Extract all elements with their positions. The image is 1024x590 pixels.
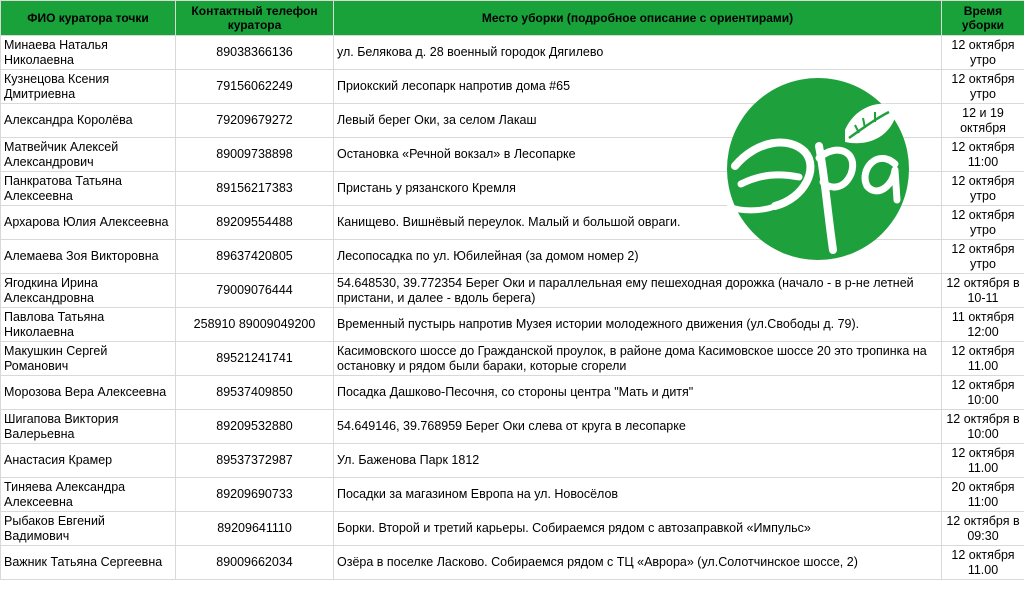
cell-name: Панкратова Татьяна Алексеевна xyxy=(1,172,176,206)
cell-phone: 89209690733 xyxy=(176,478,334,512)
cell-place: Канищево. Вишнёвый переулок. Малый и большой овраги. xyxy=(334,206,942,240)
table-row xyxy=(1,444,1024,478)
cell-place: 54.649146, 39.768959 Берег Оки слева от круга в лесопарке xyxy=(334,410,942,444)
table-row xyxy=(1,478,1024,512)
cell-time: 12 и 19 октября xyxy=(942,104,1024,138)
cell-name: Важник Татьяна Сергеевна xyxy=(1,546,176,580)
cell-place: Борки. Второй и третий карьеры. Собираемся рядом с автозаправкой «Импульс» xyxy=(334,512,942,546)
cell-time: 12 октября в 10-11 xyxy=(942,274,1024,308)
cell-phone: 89038366136 xyxy=(176,36,334,70)
header-time: Время уборки xyxy=(942,1,1024,36)
cell-phone: 79156062249 xyxy=(176,70,334,104)
table-row xyxy=(1,342,1024,376)
header-phone: Контактный телефон куратора xyxy=(176,1,334,36)
cell-place: Остановка «Речной вокзал» в Лесопарке xyxy=(334,138,942,172)
cell-time: 12 октября в 10:00 xyxy=(942,410,1024,444)
table-row xyxy=(1,36,1024,70)
cell-name: Алемаева Зоя Викторовна xyxy=(1,240,176,274)
cell-phone: 89537409850 xyxy=(176,376,334,410)
cell-name: Ягодкина Ирина Александровна xyxy=(1,274,176,308)
cell-time: 12 октября утро xyxy=(942,70,1024,104)
cell-place: 54.648530, 39.772354 Берег Оки и параллельная ему пешеходная дорожка (начало - в р-не летней пристани, и далее - вдоль берега) xyxy=(334,274,942,308)
cell-name: Матвейчик Алексей Александрович xyxy=(1,138,176,172)
cell-time: 12 октября утро xyxy=(942,240,1024,274)
cell-time: 12 октября утро xyxy=(942,206,1024,240)
cell-time: 12 октября 11.00 xyxy=(942,546,1024,580)
cell-time: 12 октября 10:00 xyxy=(942,376,1024,410)
cell-phone: 89209532880 xyxy=(176,410,334,444)
cell-time: 12 октября 11.00 xyxy=(942,342,1024,376)
cell-phone: 79009076444 xyxy=(176,274,334,308)
header-row xyxy=(1,1,1024,36)
table-row xyxy=(1,410,1024,444)
cell-name: Шигапова Виктория Валерьевна xyxy=(1,410,176,444)
cell-name: Макушкин Сергей Романович xyxy=(1,342,176,376)
cell-name: Минаева Наталья Николаевна xyxy=(1,36,176,70)
cell-phone: 258910 89009049200 xyxy=(176,308,334,342)
cell-place: Левый берег Оки, за селом Лакаш xyxy=(334,104,942,138)
cell-place: Лесопосадка по ул. Юбилейная (за домом номер 2) xyxy=(334,240,942,274)
header-name: ФИО куратора точки xyxy=(1,1,176,36)
cell-phone: 89537372987 xyxy=(176,444,334,478)
table-row xyxy=(1,376,1024,410)
cell-place: Ул. Баженова Парк 1812 xyxy=(334,444,942,478)
cell-name: Павлова Татьяна Николаевна xyxy=(1,308,176,342)
cell-place: ул. Белякова д. 28 военный городок Дягилево xyxy=(334,36,942,70)
cell-name: Анастасия Крамер xyxy=(1,444,176,478)
cell-phone: 89521241741 xyxy=(176,342,334,376)
cell-phone: 89637420805 xyxy=(176,240,334,274)
cell-phone: 89009738898 xyxy=(176,138,334,172)
cell-name: Архарова Юлия Алексеевна xyxy=(1,206,176,240)
cell-time: 12 октября в 09:30 xyxy=(942,512,1024,546)
table-row xyxy=(1,512,1024,546)
cell-place: Посадки за магазином Европа на ул. Новосёлов xyxy=(334,478,942,512)
cell-phone: 89209641110 xyxy=(176,512,334,546)
cell-phone: 89009662034 xyxy=(176,546,334,580)
cell-name: Тиняева Александра Алексеевна xyxy=(1,478,176,512)
table-row xyxy=(1,546,1024,580)
table-row xyxy=(1,274,1024,308)
cell-time: 11 октября 12:00 xyxy=(942,308,1024,342)
cell-name: Морозова Вера Алексеевна xyxy=(1,376,176,410)
cell-phone: 89209554488 xyxy=(176,206,334,240)
cell-time: 20 октября 11:00 xyxy=(942,478,1024,512)
cell-time: 12 октября 11:00 xyxy=(942,138,1024,172)
cell-time: 12 октября 11.00 xyxy=(942,444,1024,478)
cell-place: Приокский лесопарк напротив дома #65 xyxy=(334,70,942,104)
cell-name: Рыбаков Евгений Вадимович xyxy=(1,512,176,546)
cell-time: 12 октября утро xyxy=(942,36,1024,70)
cell-place: Посадка Дашково-Песочня, со стороны центра "Мать и дитя" xyxy=(334,376,942,410)
cell-place: Озёра в поселке Ласково. Собираемся рядом с ТЦ «Аврора» (ул.Солотчинское шоссе, 2) xyxy=(334,546,942,580)
cell-time: 12 октября утро xyxy=(942,172,1024,206)
cell-place: Касимовского шоссе до Гражданской проулок, в районе дома Касимовское шоссе 20 это тропинка на остановку и рядом были бараки, которые сгорели xyxy=(334,342,942,376)
table-row xyxy=(1,308,1024,342)
cell-name: Александра Королёва xyxy=(1,104,176,138)
header-place: Место уборки (подробное описание с ориентирами) xyxy=(334,1,942,36)
era-leaf-logo xyxy=(727,78,909,260)
cell-place: Пристань у рязанского Кремля xyxy=(334,172,942,206)
cell-phone: 89156217383 xyxy=(176,172,334,206)
cell-name: Кузнецова Ксения Дмитриевна xyxy=(1,70,176,104)
cell-place: Временный пустырь напротив Музея истории молодежного движения (ул.Свободы д. 79). xyxy=(334,308,942,342)
cell-phone: 79209679272 xyxy=(176,104,334,138)
